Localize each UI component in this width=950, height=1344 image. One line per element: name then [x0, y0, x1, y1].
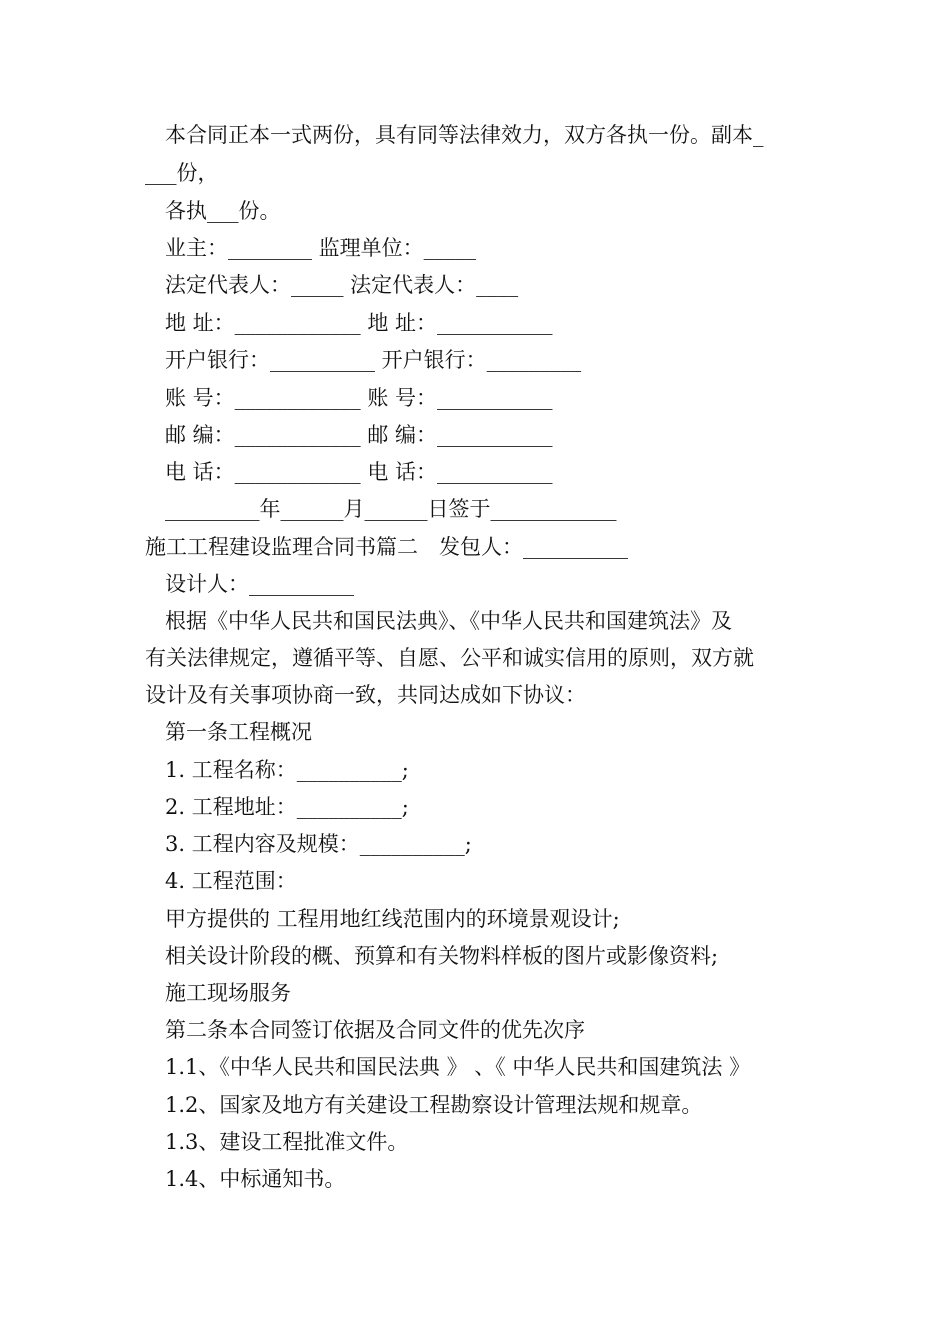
text-line: _________年______月______日签于____________: [165, 497, 617, 521]
text-line: 3. 工程内容及规模：__________;: [165, 832, 472, 856]
text-line: 1.2、国家及地方有关建设工程勘察设计管理法规和规章。: [165, 1093, 703, 1117]
text-line: 2. 工程地址：__________;: [165, 795, 409, 819]
text-line: 1. 工程名称：__________;: [165, 758, 409, 782]
text-line: 电 话：____________ 电 话：___________: [165, 460, 553, 484]
text-line: 施工现场服务: [165, 981, 291, 1005]
text-line: 法定代表人：_____ 法定代表人：____: [165, 273, 519, 297]
text-line: ___份，: [145, 161, 219, 185]
text-line: 甲方提供的 工程用地红线范围内的环境景观设计;: [165, 907, 620, 931]
text-line: 业主：________ 监理单位：_____: [165, 236, 477, 260]
text-line: 第一条工程概况: [165, 720, 312, 744]
text-line: 地 址：____________ 地 址：___________: [165, 311, 553, 335]
text-line: 设计人：__________: [165, 572, 354, 596]
text-line: 1.4、中标通知书。: [165, 1167, 346, 1191]
text-line: 开户银行：__________ 开户银行：_________: [165, 348, 582, 372]
text-line: 账 号：____________ 账 号：___________: [165, 386, 553, 410]
text-line: 第二条本合同签订依据及合同文件的优先次序: [165, 1018, 585, 1042]
text-line: 根据《中华人民共和国民法典》、《中华人民共和国建筑法》及: [165, 609, 732, 633]
text-line: 4. 工程范围：: [165, 869, 297, 893]
text-line: 各执___份。: [165, 199, 281, 223]
text-line: 1.1、《中华人民共和国民法典 》 、《 中华人民共和国建筑法 》: [165, 1055, 751, 1079]
text-line: 1.3、建设工程批准文件。: [165, 1130, 409, 1154]
text-line: 邮 编：____________ 邮 编：___________: [165, 423, 553, 447]
text-line: 设计及有关事项协商一致，共同达成如下协议：: [145, 683, 586, 707]
text-line: 相关设计阶段的概、预算和有关物料样板的图片或影像资料;: [165, 944, 719, 968]
text-line: 有关法律规定，遵循平等、自愿、公平和诚实信用的原则，双方就: [145, 646, 754, 670]
text-line: 本合同正本一式两份，具有同等法律效力，双方各执一份。副本_: [165, 123, 764, 147]
text-line: 施工工程建设监理合同书篇二 发包人：__________: [145, 535, 628, 559]
